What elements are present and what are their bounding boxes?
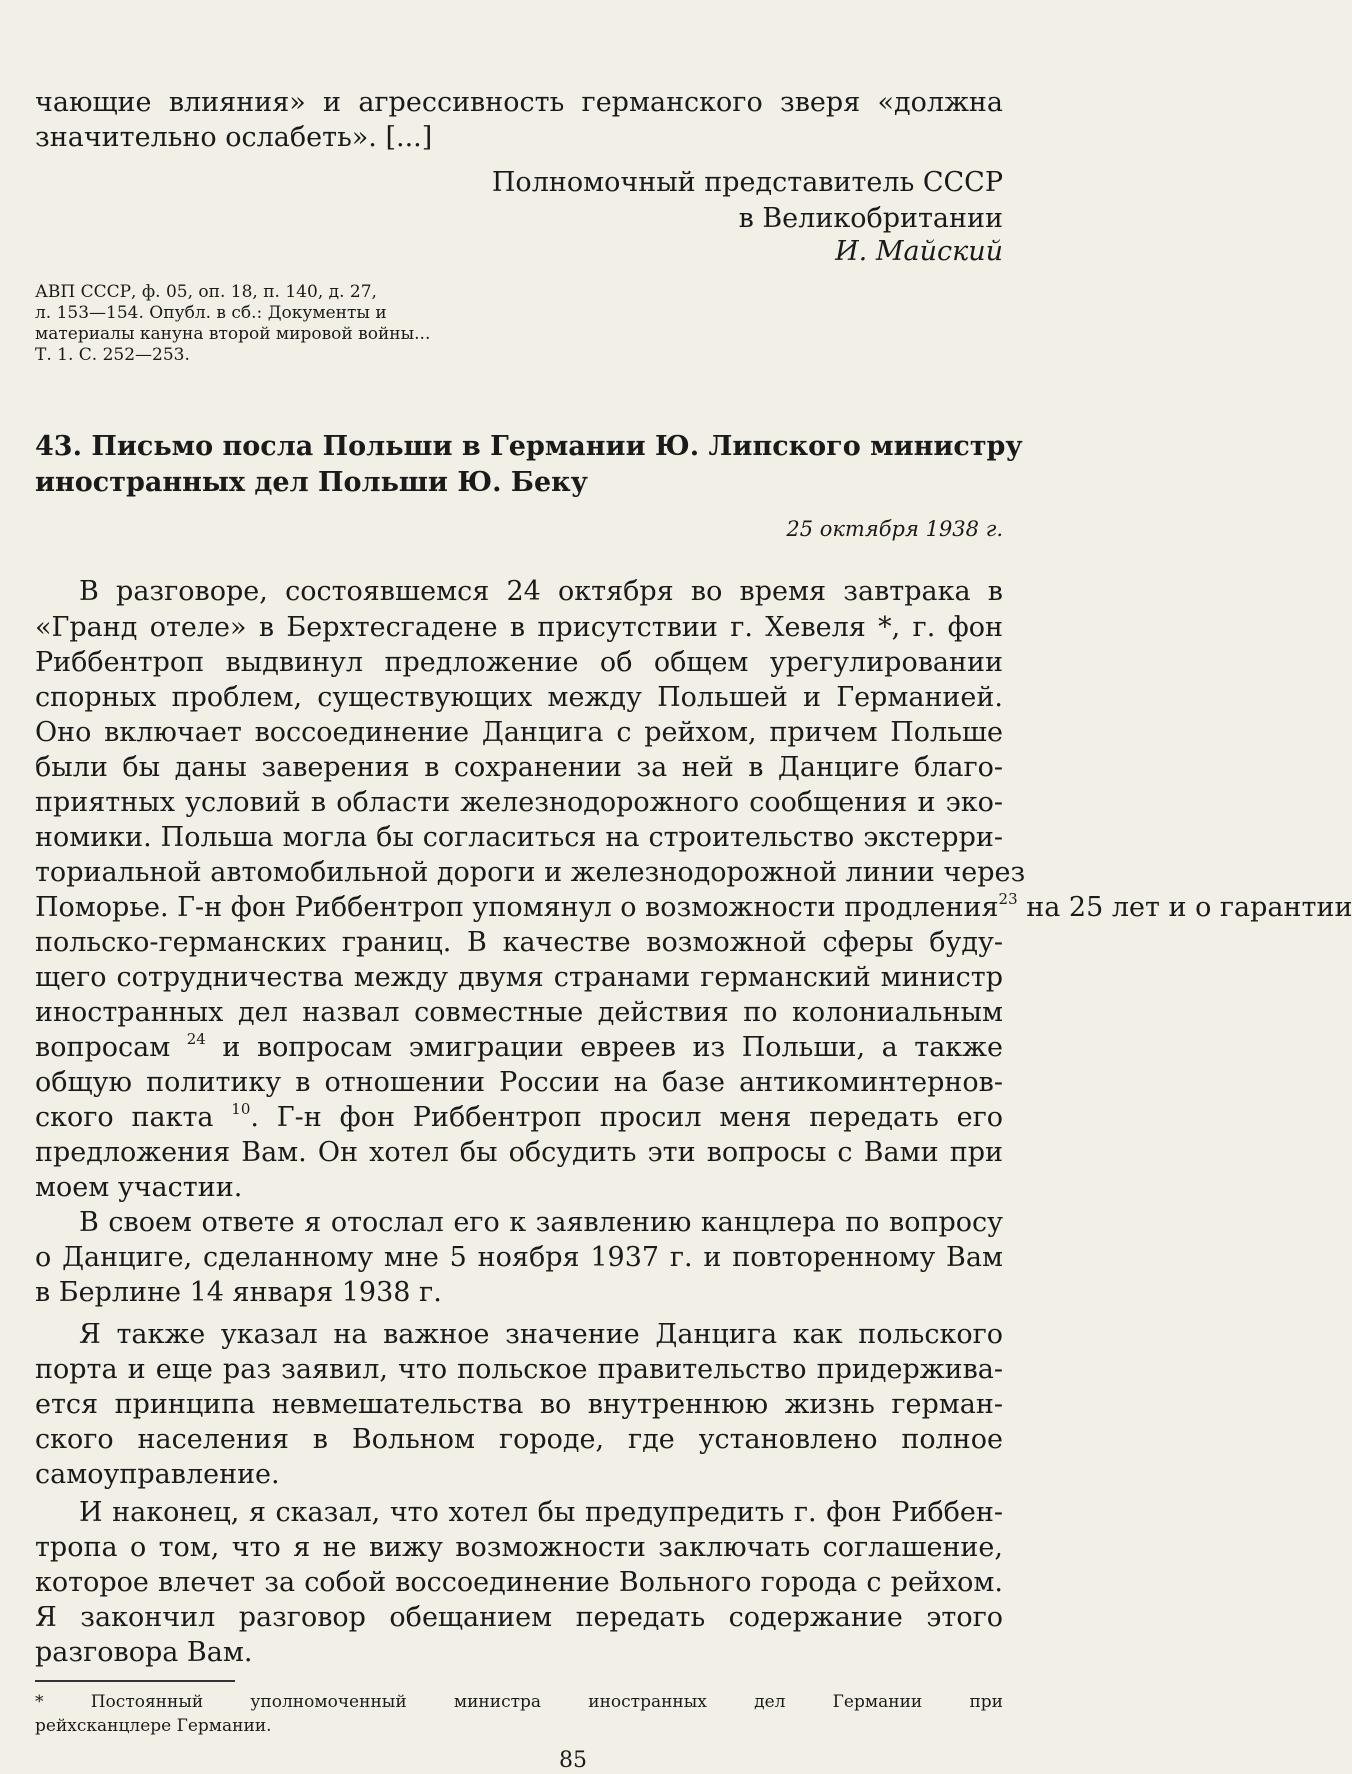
text-line: были бы даны заверения в сохранении за ней в Данциге благо- [35,752,1003,783]
text-line: ского населения в Вольном городе, где установлено полное [35,1424,1003,1455]
text-segment: вопросам [35,1032,187,1063]
archive-reference-line: материалы кануна второй мировой войны... [35,324,431,344]
text-line: Оно включает воссоединение Данцига с рейхом, причем Польше [35,717,1003,748]
text-line: «Гранд отеле» в Берхтесгадене в присутствии г. Хевеля *, г. фон [35,612,1003,643]
footnote-ref: 23 [998,890,1018,908]
text-line: значительно ослабеть». [...] [35,122,433,153]
text-segment: и вопросам эмиграции евреев из Польши, а также [205,1032,1003,1063]
text-line: В своем ответе я отослал его к заявлению канцлера по вопросу [79,1207,1003,1238]
text-line: порта и еще раз заявил, что польское правительство придержива- [35,1354,1003,1385]
text-line: общую политику в отношении России на базе антикоминтернов- [35,1067,1003,1098]
text-line: чающие влияния» и агрессивность германского зверя «должна [35,87,1003,118]
text-line [35,890,1352,925]
footnote-line: * Постоянный уполномоченный министра иностранных дел Германии при [35,1692,1003,1712]
text-line: в Берлине 14 января 1938 г. [35,1277,442,1308]
text-line: тропа о том, что я не вижу возможности заключать соглашение, [35,1532,1003,1563]
document-heading: 43. Письмо посла Польши в Германии Ю. Липского министру [35,431,1023,462]
text-line: самоуправление. [35,1459,280,1490]
signature-title: Полномочный представитель СССР [491,167,1003,198]
text-line: И наконец, я сказал, что хотел бы предупредить г. фон Риббен- [79,1497,1003,1528]
text-segment: Поморье. Г-н фон Риббентроп упомянул о возможности продления [35,892,999,923]
text-line: щего сотрудничества между двумя странами германский министр [35,962,1003,993]
text-line: разговора Вам. [35,1637,253,1668]
footnote-ref: 10 [231,1100,251,1118]
text-line: ториальной автомобильной дороги и железнодорожной линии через [35,857,1026,888]
footnote-line: рейхсканцлере Германии. [35,1716,272,1736]
signature-name: И. Майский [835,236,1003,267]
text-line: Я также указал на важное значение Данцига как польского [79,1319,1003,1350]
text-line: спорных проблем, существующих между Польшей и Германией. [35,682,1003,713]
page-number: 85 [559,1748,587,1773]
text-line: ется принципа невмешательства во внутреннюю жизнь герман- [35,1389,1003,1420]
archive-reference-line: л. 153—154. Опубл. в сб.: Документы и [35,303,387,323]
text-segment: на 25 лет и о гарантии [1017,892,1352,923]
text-line: Я закончил разговор обещанием передать содержание этого [35,1602,1003,1633]
text-line: В разговоре, состоявшемся 24 октября во время завтрака в [79,576,1003,607]
text-line: Риббентроп выдвинул предложение об общем урегулировании [35,647,1003,678]
document-heading: иностранных дел Польши Ю. Беку [35,467,588,498]
text-segment: ского пакта [35,1102,232,1133]
text-line: которое влечет за собой воссоединение Вольного города с рейхом. [35,1567,1003,1598]
text-line [35,1100,1003,1135]
text-line: польско-германских границ. В качестве возможной сферы буду- [35,927,1003,958]
text-line: приятных условий в области железнодорожного сообщения и эко- [35,787,1003,818]
text-line [35,1030,1003,1065]
document-date: 25 октября 1938 г. [786,517,1003,541]
text-line: номики. Польша могла бы согласиться на строительство экстерри- [35,822,1003,853]
archive-reference-line: Т. 1. С. 252—253. [35,345,190,365]
text-line: о Данциге, сделанному мне 5 ноября 1937 г. и повторенному Вам [35,1242,1003,1273]
footnote-divider [35,1680,235,1682]
text-line: моем участии. [35,1172,243,1203]
text-segment: . Г-н фон Риббентроп просил меня передать его [250,1102,1003,1133]
signature-title: в Великобритании [738,203,1003,234]
text-line: предложения Вам. Он хотел бы обсудить эти вопросы с Вами при [35,1137,1003,1168]
archive-reference-line: АВП СССР, ф. 05, оп. 18, п. 140, д. 27, [35,282,377,302]
footnote-ref: 24 [186,1030,206,1048]
text-line: иностранных дел назвал совместные действия по колониальным [35,997,1003,1028]
